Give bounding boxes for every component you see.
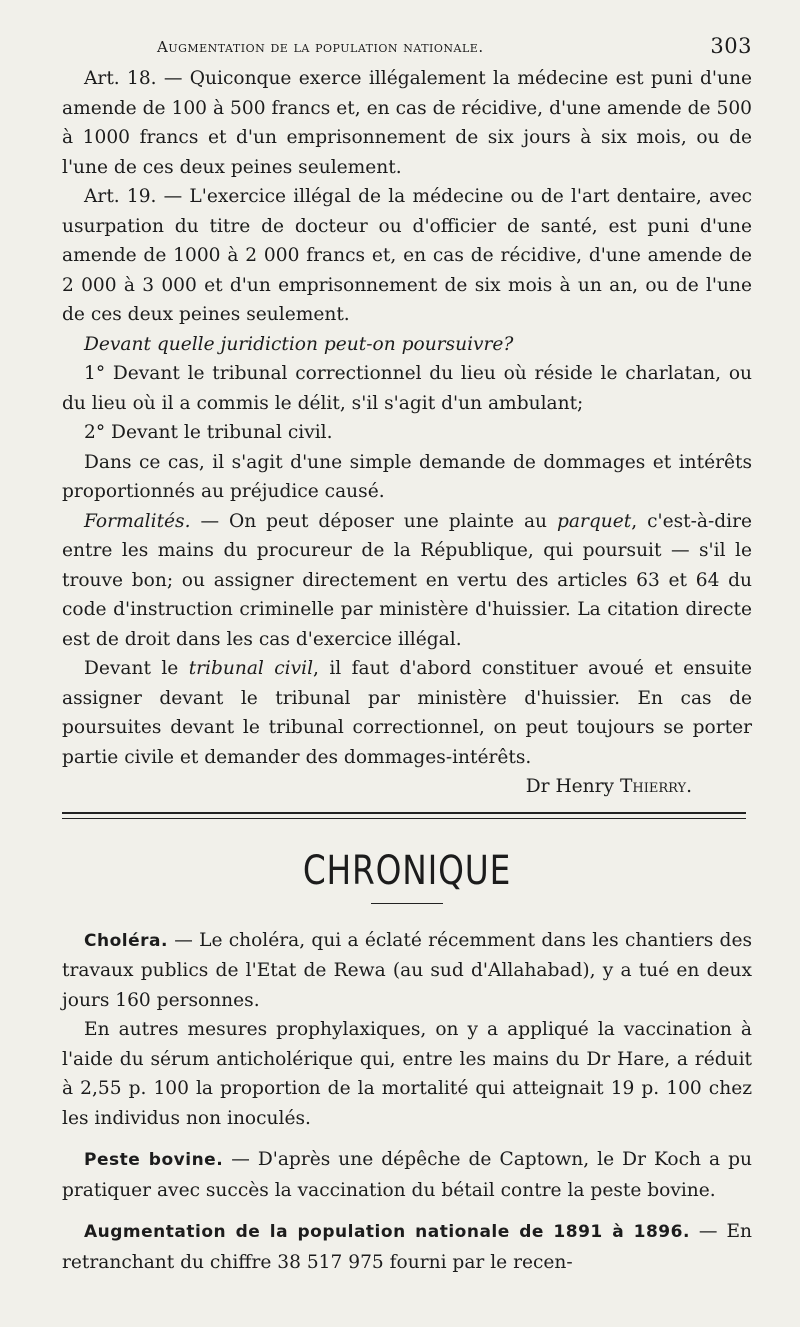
page-number: 303: [710, 34, 752, 58]
paragraph-tribunal-civil-procedure: [62, 654, 752, 772]
question-heading: Devant quelle juridiction peut-on poursuivre?: [84, 333, 514, 355]
peste-heading: Peste bovine.: [84, 1150, 224, 1170]
civil-text-b: , il faut d'abord constituer avoué et ensuite assigner devant le tribunal par ministère d'huissier. En cas de poursuites devant le tribunal correctionnel, on peut toujours se porter partie civile et demander des dommages-intérêts.: [62, 658, 752, 768]
paragraph-tribunal-correctionnel: 1° Devant le tribunal correctionnel du lieu où réside le charlatan, ou du lieu où il a commis le délit, s'il s'agit d'un ambulant;: [62, 363, 752, 414]
title-underline: [371, 903, 443, 904]
paragraph-augmentation: [62, 1217, 752, 1277]
book-page: [62, 28, 752, 1277]
paragraph-art-18: Art. 18. — Quiconque exerce illégalement la médecine est puni d'une amende de 100 à 500 francs et, en cas de récidive, d'une amende de 500 à 1000 francs et d'un emprisonnement de six jours à six mois, ou de l'une de ces deux peines seulement.: [62, 68, 752, 178]
paragraph-dommages: Dans ce cas, il s'agit d'une simple demande de dommages et intérêts proportionnés au préjudice causé.: [62, 451, 752, 502]
running-head-title: Augmentation de la population nationale.: [157, 38, 484, 56]
article-body: [62, 64, 752, 802]
paragraph-cholera: [62, 926, 752, 1016]
paragraph-tribunal-civil: 2° Devant le tribunal civil.: [84, 422, 333, 443]
chronique-body: [62, 926, 752, 1278]
augmentation-heading: Augmentation de la population nationale de 1891 à 1896.: [84, 1222, 690, 1242]
cholera-heading: Choléra.: [84, 930, 168, 951]
formalites-lead: Formalités.: [84, 510, 191, 532]
formalites-parquet: parquet: [556, 510, 632, 532]
signature: [62, 772, 752, 802]
paragraph-formalites: [62, 507, 752, 655]
augmentation-text: — En retranchant du chiffre 38 517 975 fourni par le recen-: [62, 1221, 752, 1273]
paragraph-vaccination: En autres mesures prophylaxiques, on y a appliqué la vaccination à l'aide du sérum anticholérique qui, entre les mains du Dr Hare, a réduit à 2,55 p. 100 la proportion de la mortalité qui atteignait 19 p. 100 chez les individus non inoculés.: [62, 1019, 752, 1129]
civil-text-a: Devant le: [84, 658, 189, 679]
formalites-text-b: , c'est-à-dire entre les mains du procureur de la République, qui poursuit — s'il le trouve bon; ou assigner directement en vertu des articles 63 et 64 du code d'instruction criminelle par ministère d'huissier. La citation directe est de droit dans les cas d'exercice illégal.: [62, 510, 753, 650]
signature-prefix: Dr Henry: [525, 776, 620, 797]
running-head: [62, 28, 752, 64]
peste-text: — D'après une dépêche de Captown, le Dr Koch a pu pratiquer avec succès la vaccination du bétail contre la peste bovine.: [62, 1149, 752, 1201]
civil-term: tribunal civil: [188, 658, 314, 679]
cholera-text: — Le choléra, qui a éclaté récemment dans les chantiers des travaux publics de l'Etat de Rewa (au sud d'Allahabad), y a tué en deux jours 160 personnes.: [62, 929, 752, 1011]
section-divider: [62, 812, 746, 819]
formalites-text-a: — On peut déposer une plainte au: [190, 510, 557, 532]
paragraph-art-19: Art. 19. — L'exercice illégal de la médecine ou de l'art dentaire, avec usurpation du titre de docteur ou d'officier de santé, est puni d'une amende de 1000 à 2 000 francs et, en cas de récidive, d'une amende de 2 000 à 3 000 et d'un emprisonnement de six mois à un an, ou de l'une de ces deux peines seulement.: [62, 186, 752, 325]
paragraph-peste-bovine: [62, 1145, 752, 1205]
chronique-title: CHRONIQUE: [302, 847, 512, 894]
signature-name: Thierry.: [619, 776, 692, 797]
